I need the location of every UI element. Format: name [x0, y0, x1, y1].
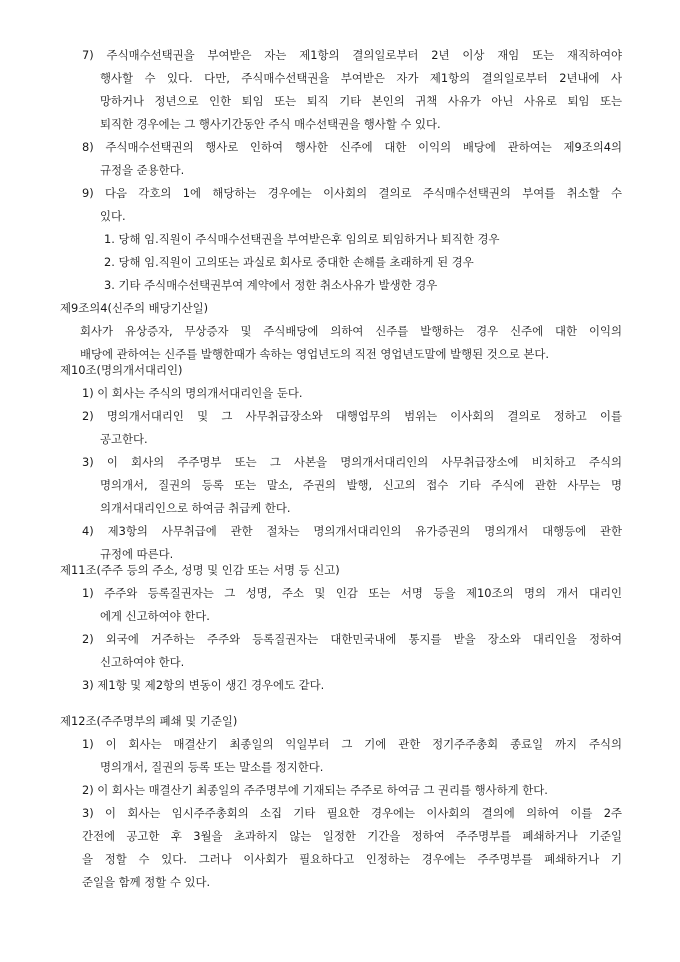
article-10-item-1: 1) 이 회사는 주식의 명의개서대리인을 둔다. [82, 386, 303, 400]
article-10-item-2-line-2: 공고한다. [100, 432, 148, 446]
item-8-line-1: 8) 주식매수선택권의 행사로 인하여 행사한 신주에 대한 이익의 배당에 관하여는 제9조의4의 [82, 140, 622, 154]
article-12-item-1-line-1: 1) 이 회사는 매결산기 최종일의 익일부터 그 기에 관한 정기주주총회 종료일 까지 주식의 [82, 737, 622, 751]
article-12-item-3-line-2: 간전에 공고한 후 3월을 초과하지 않는 일정한 기간을 정하여 주주명부를 폐쇄하거나 기준일 [82, 829, 622, 843]
item-9-subitem-1: 1. 당해 임.직원이 주식매수선택권을 부여받은후 임의로 퇴임하거나 퇴직한 경우 [104, 232, 500, 246]
article-12-item-2: 2) 이 회사는 매결산기 최종일의 주주명부에 기재되는 주주로 하여금 그 권리를 행사하게 한다. [82, 783, 548, 797]
article-11-item-1-line-2: 에게 신고하여야 한다. [100, 609, 210, 623]
item-9-line-1: 9) 다음 각호의 1에 해당하는 경우에는 이사회의 결의로 주식매수선택권의 부여를 취소할 수 [82, 186, 622, 200]
item-7-line-4: 퇴직한 경우에는 그 행사기간동안 주식 매수선택권을 행사할 수 있다. [100, 117, 441, 131]
article-10-heading: 제10조(명의개서대리인) [60, 363, 183, 377]
article-10-item-2-line-1: 2) 명의개서대리인 및 그 사무취급장소와 대행업무의 범위는 이사회의 결의로 정하고 이를 [82, 409, 622, 423]
article-10-item-3-line-2: 명의개서, 질권의 등록 또는 말소, 주권의 발행, 신고의 접수 기타 주식에 관한 사무는 명 [100, 478, 622, 492]
article-11-item-3: 3) 제1항 및 제2항의 변동이 생긴 경우에도 같다. [82, 678, 325, 692]
article-10-item-4-line-1: 4) 제3항의 사무취급에 관한 절차는 명의개서대리인의 유가증권의 명의개서 대행등에 관한 [82, 524, 622, 538]
item-7-line-1: 7) 주식매수선택권을 부여받은 자는 제1항의 결의일로부터 2년 이상 재임 또는 재직하여야 [82, 48, 622, 62]
dividend-body-line-2: 배당에 관하여는 신주를 발행한때가 속하는 영업년도의 직전 영업년도말에 발행된 것으로 본다. [80, 347, 549, 361]
article-10-item-3-line-1: 3) 이 회사의 주주명부 또는 그 사본을 명의개서대리인의 사무취급장소에 비치하고 주식의 [82, 455, 622, 469]
article-12-item-1-line-2: 명의개서, 질권의 등록 또는 말소를 정지한다. [100, 760, 324, 774]
article-heading-dividend: 제9조의4(신주의 배당기산일) [60, 301, 209, 315]
item-7-line-2: 행사할 수 있다. 다만, 주식매수선택권을 부여받은 자가 제1항의 결의일로부터 2년내에 사 [100, 71, 622, 85]
article-12-heading: 제12조(주주명부의 폐쇄 및 기준일) [60, 714, 238, 728]
article-11-item-1-line-1: 1) 주주와 등록질권자는 그 성명, 주소 및 인감 또는 서명 등을 제10조의 명의 개서 대리인 [82, 586, 622, 600]
article-11-item-2-line-1: 2) 외국에 거주하는 주주와 등록질권자는 대한민국내에 통지를 받을 장소와 대리인을 정하여 [82, 632, 622, 646]
item-8-line-2: 규정을 준용한다. [100, 163, 185, 177]
item-9-subitem-2: 2. 당해 임.직원이 고의또는 과실로 회사로 중대한 손해를 초래하게 된 경우 [104, 255, 474, 269]
article-11-item-2-line-2: 신고하여야 한다. [100, 655, 185, 669]
item-7-line-3: 망하거나 정년으로 인한 퇴임 또는 퇴직 기타 본인의 귀책 사유가 아닌 사유로 퇴임 또는 [100, 94, 622, 108]
article-12-item-3-line-1: 3) 이 회사는 임시주주총회의 소집 기타 필요한 경우에는 이사회의 결의에 의하여 이를 2주 [82, 806, 622, 820]
article-11-heading: 제11조(주주 등의 주소, 성명 및 인감 또는 서명 등 신고) [60, 563, 340, 577]
article-10-item-4-line-2: 규정에 따른다. [100, 547, 174, 561]
item-9-subitem-3: 3. 기타 주식매수선택권부여 계약에서 정한 취소사유가 발생한 경우 [104, 278, 438, 292]
item-9-line-2: 있다. [100, 209, 126, 223]
article-12-item-3-line-4: 준일을 함께 정할 수 있다. [82, 875, 211, 889]
article-12-item-3-line-3: 을 정할 수 있다. 그러나 이사회가 필요하다고 인정하는 경우에는 주주명부를 폐쇄하거나 기 [82, 852, 622, 866]
article-10-item-3-line-3: 의개서대리인으로 하여금 취급케 한다. [100, 501, 291, 515]
dividend-body-line-1: 회사가 유상증자, 무상증자 및 주식배당에 의하여 신주를 발행하는 경우 신주에 대한 이익의 [80, 324, 622, 338]
